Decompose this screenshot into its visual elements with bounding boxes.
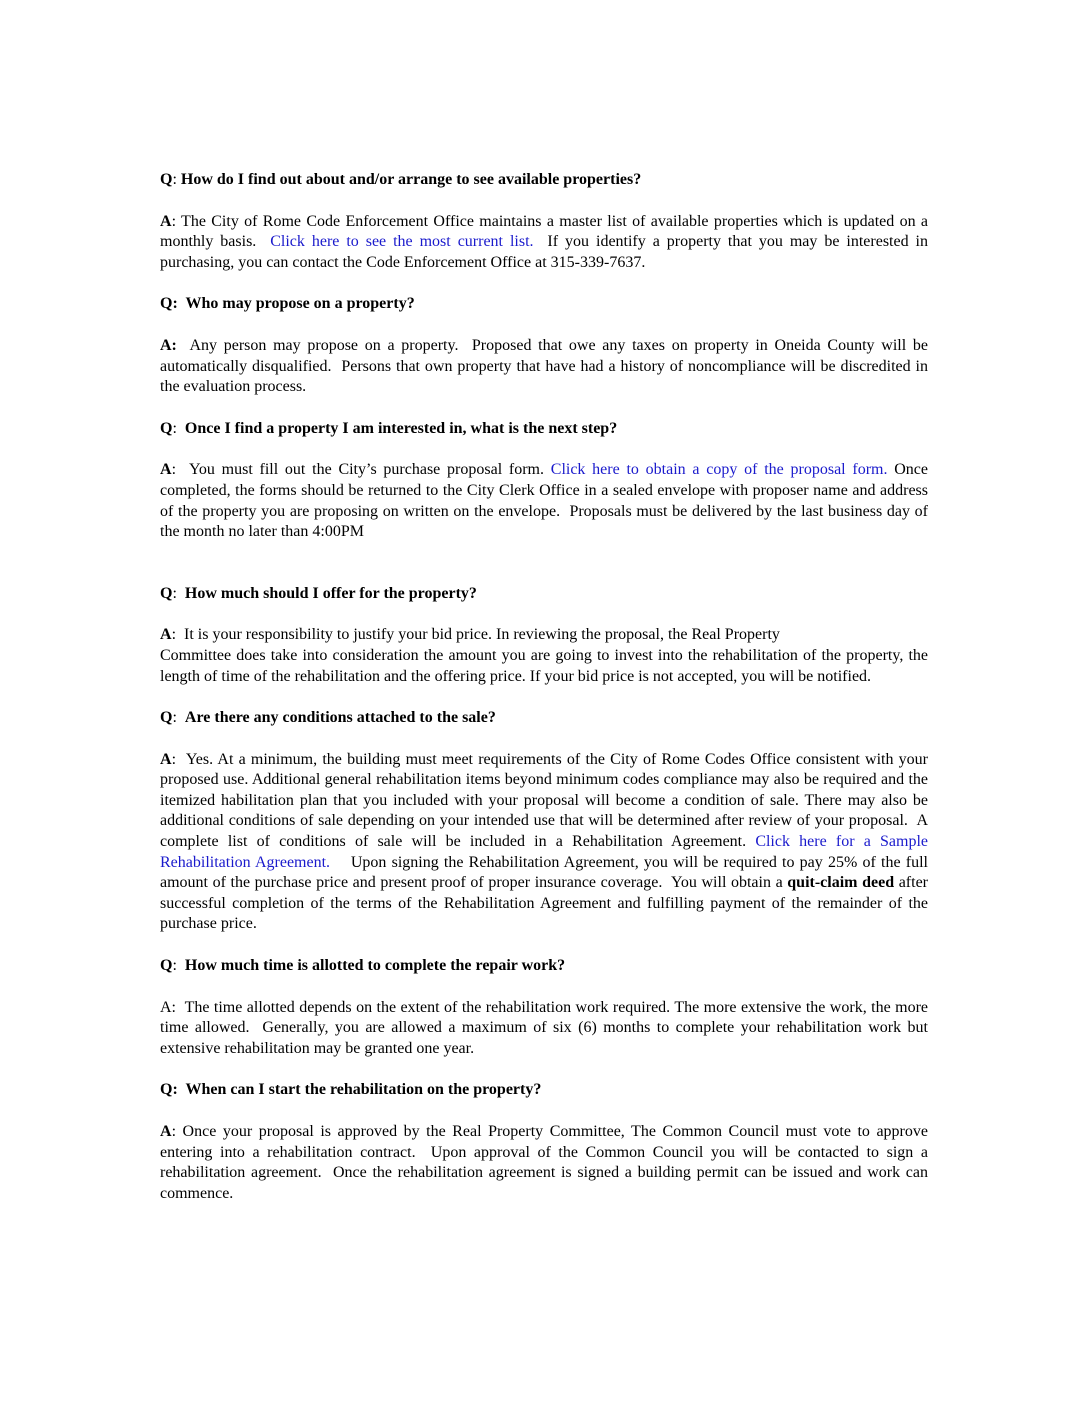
question-4: Q: How much should I offer for the property? bbox=[160, 584, 477, 602]
answer-4 bbox=[160, 625, 928, 687]
question-7 bbox=[160, 1080, 928, 1101]
question-text: How much should I offer for the property? bbox=[184, 584, 477, 602]
answer-4-line-1: A: It is your responsibility to justify your bid price. In reviewing the proposal, the Real Property bbox=[160, 626, 780, 644]
answer-3: A: You must fill out the City’s purchase proposal form. Click here to obtain a copy of the proposal form. Once completed, the forms should be returned to the City Clerk Office in a sealed envelope with proposer name and address of the property you are proposing on written on the envelope. Proposals must be delivered by the last business day of the month no later than 4:00PM bbox=[160, 461, 932, 541]
question-1: Q: How do I find out about and/or arrange to see available properties? bbox=[160, 171, 642, 188]
answer-prefix: A bbox=[160, 1123, 172, 1140]
answer-prefix: A bbox=[160, 750, 172, 768]
question-text: Once I find a property I am interested in, what is the next step? bbox=[184, 419, 618, 437]
question-prefix: Q bbox=[160, 171, 173, 188]
answer-6: A: The time allotted depends on the extent of the rehabilitation work required. The more extensive the work, the more time allowed. Generally, you are allowed a maximum of six (6) months to complete your rehabilitation work but extensive rehabilitation may be granted one year. bbox=[160, 998, 932, 1057]
question-2 bbox=[160, 294, 928, 315]
answer-7: A: Once your proposal is approved by the Real Property Committee, The Common Council must vote to approve entering into a rehabilitation contract. Upon approval of the Common Council you will be contacted to sign a rehabilitation agreement. Once the rehabilitation agreement is signed a building permit can be issued and work can commence. bbox=[160, 1123, 932, 1202]
question-text: How much time is allotted to complete the repair work? bbox=[184, 957, 566, 975]
quit-claim-deed-term: quit-claim deed bbox=[787, 874, 895, 892]
question-prefix: Q bbox=[160, 419, 173, 437]
question-text: Are there any conditions attached to the sale? bbox=[184, 709, 496, 727]
question-text: How do I find out about and/or arrange to see available properties? bbox=[180, 171, 642, 188]
answer-2: A: Any person may propose on a property. Proposed that owe any taxes on property in Oneida County will be automatically disqualified. Persons that own property that have had a history of noncompliance will be discredited in the evaluation process. bbox=[160, 336, 932, 396]
question-prefix: Q bbox=[160, 957, 173, 975]
answer-prefix: A: bbox=[160, 336, 177, 354]
answer-prefix: A bbox=[160, 626, 172, 644]
answer-1: A: The City of Rome Code Enforcement Office maintains a master list of available properties which is updated on a monthly basis. Click here to see the most current list. If you identify a property that you may be interested in purchasing, you can contact the Code Enforcement Office at 315-339-7637. bbox=[160, 212, 932, 271]
question-prefix: Q: bbox=[160, 295, 178, 313]
question-3: Q: Once I find a property I am interested in, what is the next step? bbox=[160, 419, 618, 437]
answer-4-rest: Committee does take into consideration the amount you are going to invest into the rehabilitation of the property, the length of time of the rehabilitation and the offering price. If your bid price is not accepted, you will be notified. bbox=[160, 646, 928, 685]
answer-prefix: A bbox=[160, 461, 172, 479]
answer-5: A: Yes. At a minimum, the building must meet requirements of the City of Rome Codes Office consistent with your proposed use. Additional general rehabilitation items beyond minimum codes compliance may also be required and the itemized habilitation plan that you included with your proposal will become a condition of sale. There may also be additional conditions of sale depending on your intended use that will be determined after review of your proposal. A complete list of conditions of sale will be included in a Rehabilitation Agreement. Click here for a Sample Rehabilitation Agreement. Upon signing the Rehabilitation Agreement, you will be required to pay 25% of the full amount of the purchase price and present proof of proper insurance coverage. You will obtain a quit-claim deed after successful completion of the terms of the Rehabilitation Agreement and fulfilling payment of the remainder of the purchase price. bbox=[160, 750, 933, 933]
question-6: Q: How much time is allotted to complete the repair work? bbox=[160, 957, 566, 975]
faq-document bbox=[160, 170, 933, 1204]
question-prefix: Q: bbox=[160, 1081, 178, 1099]
question-prefix: Q bbox=[160, 584, 173, 602]
sample-agreement-link[interactable]: Click here for a Sample Rehabilitation Agreement. bbox=[160, 833, 929, 871]
answer-prefix: A: bbox=[160, 998, 176, 1016]
current-list-link[interactable]: Click here to see the most current list. bbox=[270, 233, 534, 251]
question-text: Who may propose on a property? bbox=[185, 295, 415, 313]
answer-prefix: A bbox=[160, 212, 172, 230]
question-5: Q: Are there any conditions attached to the sale? bbox=[160, 709, 496, 727]
question-prefix: Q bbox=[160, 709, 173, 727]
proposal-form-link[interactable]: Click here to obtain a copy of the proposal form. bbox=[550, 461, 888, 479]
question-text: When can I start the rehabilitation on the property? bbox=[185, 1081, 542, 1099]
